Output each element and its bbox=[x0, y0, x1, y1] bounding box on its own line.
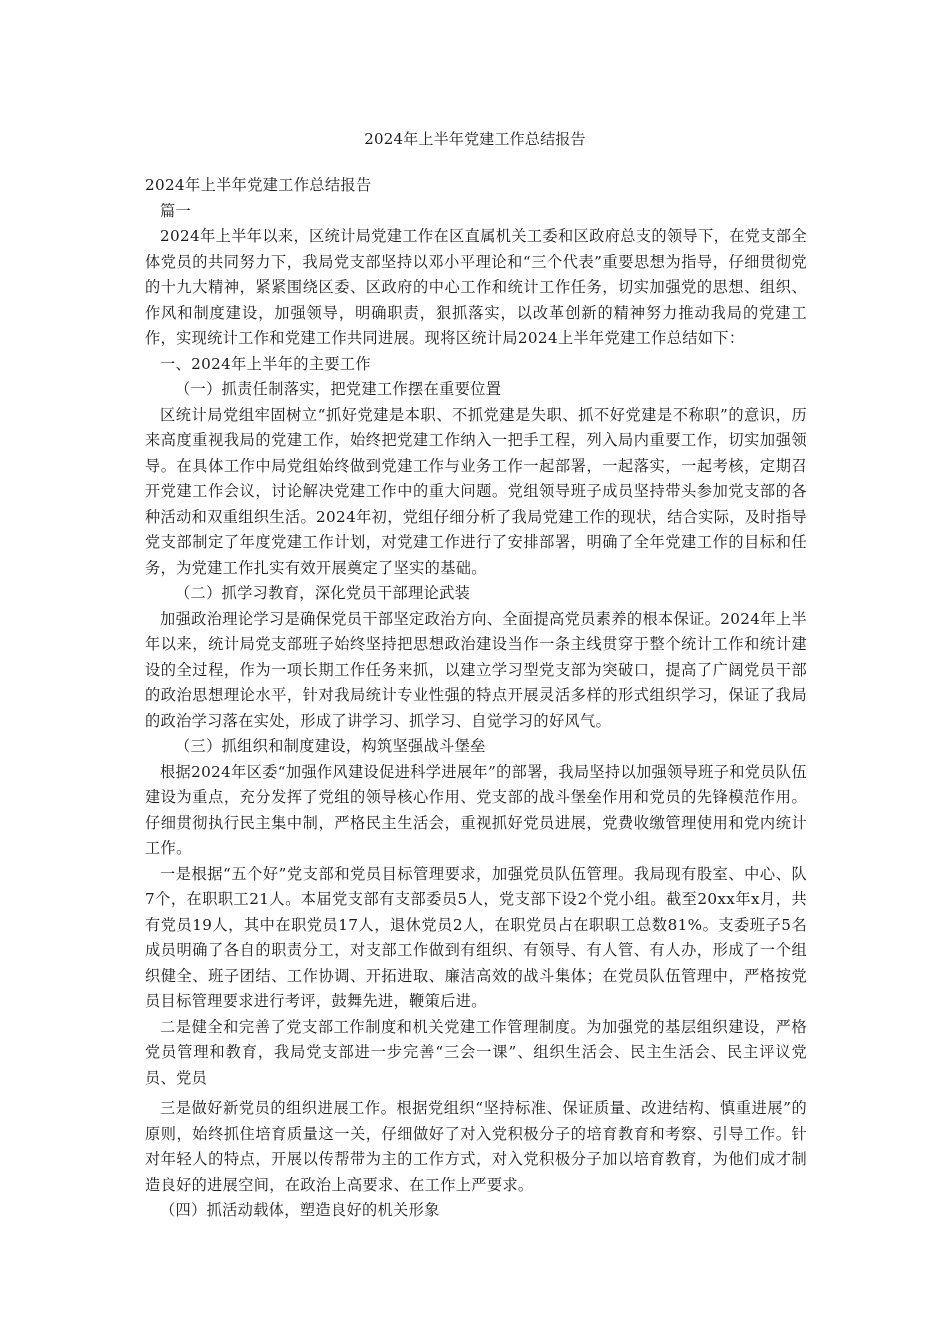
paragraph-3: 根据2024年区委“加强作风建设促进科学进展年”的部署，我局坚持以加强领导班子和党员队伍建设为重点，充分发挥了党组的领导核心作用、党支部的战斗堡垒作用和党员的先锋模范作用。仔细贯彻执行民主集中制，严格民主生活会，重视抓好党员进展，党费收缴管理使用和党内统计工作。 bbox=[145, 762, 807, 857]
paragraph-2: 加强政治理论学习是确保党员干部坚定政治方向、全面提高党员素养的根本保证。2024年上半年以来，统计局党支部班子始终坚持把思想政治建设当作一条主线贯穿于整个统计工作和统计建设的全过程，作为一项长期工作任务来抓，以建立学习型党支部为突破口，提高了广阔党员干部的政治思想理论水平，针对我局统计专业性强的特点开展灵活多样的形式组织学习，保证了我局的政治学习落在实处，形成了讲学习、抓学习、自觉学习的好风气。 bbox=[145, 609, 807, 730]
document-heading: 2024年上半年党建工作总结报告 bbox=[145, 176, 372, 194]
intro-paragraph: 2024年上半年以来，区统计局党建工作在区直属机关工委和区政府总支的领导下，在党支部全体党员的共同努力下，我局党支部坚持以邓小平理论和“三个代表”重要思想为指导，仔细贯彻党的十九大精神，紧紧围绕区委、区政府的中心工作和统计工作任务，切实加强党的思想、组织、作风和制度建设，加强领导，明确职责，狠抓落实，以改革创新的精神努力推动我局的党建工作，实现统计工作和党建工作共同进展。现将区统计局2024上半年党建工作总结如下： bbox=[145, 227, 807, 347]
paragraph-4: 一是根据“五个好”党支部和党员目标管理要求，加强党员队伍管理。我局现有股室、中心、队7个，在职职工21人。本届党支部有支部委员5人，党支部下设2个党小组。截至20xx年x月，共有党员19人，其中在职党员17人，退休党员2人，在职党员占在职职工总数81%。支委班子5名成员明确了各自的职责分工，对支部工作做到有组织、有领导、有人管、有人办，形成了一个组织健全、班子团结、工作协调、开拓进取、廉洁高效的战斗集体；在党员队伍管理中，严格按党员目标管理要求进行考评，鼓舞先进，鞭策后进。 bbox=[145, 864, 807, 1010]
subsection-heading-4: （四）抓活动载体，塑造良好的机关形象 bbox=[160, 1201, 440, 1219]
section-heading-1: 一、2024年上半年的主要工作 bbox=[160, 354, 371, 373]
paragraph-5: 二是健全和完善了党支部工作制度和机关党建工作管理制度。为加强党的基层组织建设，严格党员管理和教育，我局党支部进一步完善“三会一课”、组织生活会、民主生活会、民主评议党员、党员 bbox=[145, 1017, 807, 1087]
paragraph-1: 区统计局党组牢固树立“抓好党建是本职、不抓党建是失职、抓不好党建是不称职”的意识，历来高度重视我局的党建工作，始终把党建工作纳入一把手工程，列入局内重要工作，切实加强领导。在具体工作中局党组始终做到党建工作与业务工作一起部署，一起落实，一起考核，定期召开党建工作会议，讨论解决党建工作中的重大问题。党组领导班子成员坚持带头参加党支部的各种活动和双重组织生活。2024年初，党组仔细分析了我局党建工作的现状，结合实际，及时指导党支部制定了年度党建工作计划，对党建工作进行了安排部署，明确了全年党建工作的目标和任务，为党建工作扎实有效开展奠定了坚实的基础。 bbox=[145, 405, 807, 577]
document-body-top bbox=[145, 173, 807, 1091]
part-label: 篇一 bbox=[160, 201, 192, 220]
document-title: 2024年上半年党建工作总结报告 bbox=[364, 130, 586, 148]
subsection-heading-2: （二）抓学习教育，深化党员干部理论武装 bbox=[175, 584, 471, 602]
subsection-heading-1: （一）抓责任制落实，把党建工作摆在重要位置 bbox=[175, 380, 502, 398]
paragraph-6: 三是做好新党员的组织进展工作。根据党组织“坚持标准、保证质量、改进结构、慎重进展”的原则，始终抓住培育质量这一关，仔细做好了对入党积极分子的培育教育和考察、引导工作。针对年轻人的特点，开展以传帮带为主的工作方式，对入党积极分子加以培育教育，为他们成才制造良好的进展空间，在政治上高要求、在工作上严要求。 bbox=[145, 1099, 807, 1194]
subsection-heading-3: （三）抓组织和制度建设，构筑坚强战斗堡垒 bbox=[175, 737, 486, 755]
document-body-bottom bbox=[145, 1096, 807, 1224]
